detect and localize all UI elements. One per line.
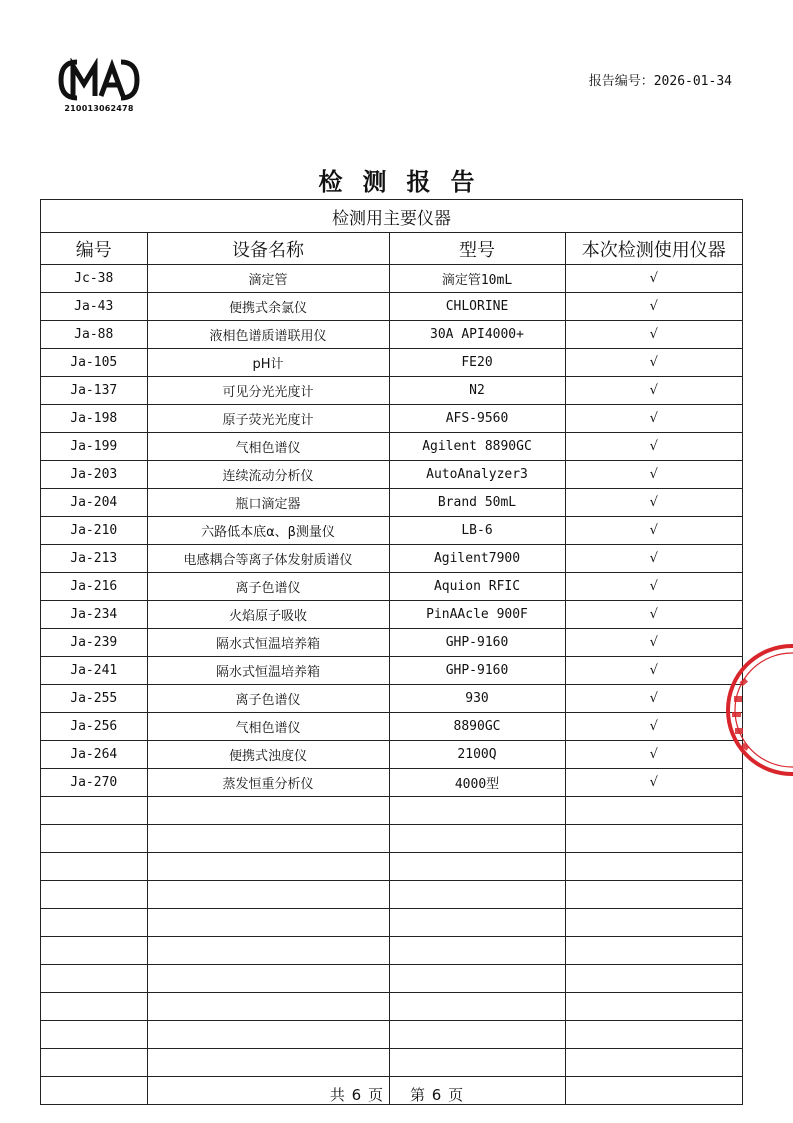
table-row — [41, 1049, 742, 1077]
cell-name: 便携式浊度仪 — [147, 741, 389, 769]
cell-code: Ja-203 — [41, 461, 147, 489]
cell-check: √ — [565, 741, 742, 769]
cell-check — [565, 1049, 742, 1077]
table-row — [41, 881, 742, 909]
cell-code — [41, 853, 147, 881]
table-row — [41, 321, 742, 349]
cell-name: 离子色谱仪 — [147, 573, 389, 601]
table-row — [41, 937, 742, 965]
cell-model: N2 — [389, 377, 565, 405]
cell-check — [565, 825, 742, 853]
table-row — [41, 573, 742, 601]
cell-model — [389, 993, 565, 1021]
cell-model — [389, 853, 565, 881]
cell-name: 隔水式恒温培养箱 — [147, 629, 389, 657]
cell-check: √ — [565, 713, 742, 741]
cell-code: Ja-199 — [41, 433, 147, 461]
table-row — [41, 769, 742, 797]
cell-code: Ja-241 — [41, 657, 147, 685]
cell-code — [41, 881, 147, 909]
cell-model: GHP-9160 — [389, 657, 565, 685]
table-row — [41, 349, 742, 377]
cell-name — [147, 1049, 389, 1077]
cell-code: Ja-239 — [41, 629, 147, 657]
cell-name — [147, 965, 389, 993]
table-row — [41, 461, 742, 489]
cell-model: LB-6 — [389, 517, 565, 545]
cell-code: Ja-210 — [41, 517, 147, 545]
cell-check: √ — [565, 293, 742, 321]
cma-logo — [57, 58, 141, 118]
cma-certificate-number: 210013062478 — [64, 104, 134, 113]
cell-code — [41, 993, 147, 1021]
cell-name: 滴定管 — [147, 265, 389, 293]
table-row — [41, 265, 742, 293]
table-header-row — [41, 233, 742, 265]
cell-model — [389, 1021, 565, 1049]
cell-model — [389, 1049, 565, 1077]
cell-code: Ja-270 — [41, 769, 147, 797]
cell-model — [389, 937, 565, 965]
table-row — [41, 741, 742, 769]
cell-model: Agilent 8890GC — [389, 433, 565, 461]
cell-code — [41, 1049, 147, 1077]
cell-model: Brand 50mL — [389, 489, 565, 517]
column-header-code: 编号 — [41, 233, 147, 265]
cell-name: 蒸发恒重分析仪 — [147, 769, 389, 797]
table-row — [41, 1021, 742, 1049]
cell-check — [565, 937, 742, 965]
cell-check — [565, 1021, 742, 1049]
cell-name: 六路低本底α、β测量仪 — [147, 517, 389, 545]
table-row — [41, 629, 742, 657]
cell-name — [147, 853, 389, 881]
table-row — [41, 377, 742, 405]
cell-check — [565, 881, 742, 909]
cell-model — [389, 797, 565, 825]
table-row — [41, 993, 742, 1021]
cell-check: √ — [565, 321, 742, 349]
cell-model: AutoAnalyzer3 — [389, 461, 565, 489]
column-header-used: 本次检测使用仪器 — [565, 233, 742, 265]
table-row — [41, 909, 742, 937]
cell-check: √ — [565, 685, 742, 713]
cell-check — [565, 965, 742, 993]
cell-name — [147, 993, 389, 1021]
cell-check: √ — [565, 769, 742, 797]
cell-check — [565, 993, 742, 1021]
cell-check: √ — [565, 601, 742, 629]
table-row — [41, 797, 742, 825]
cell-code: Jc-38 — [41, 265, 147, 293]
cell-check — [565, 797, 742, 825]
cell-check: √ — [565, 377, 742, 405]
table-row — [41, 965, 742, 993]
table-row — [41, 601, 742, 629]
cell-name: 便携式余氯仪 — [147, 293, 389, 321]
table-row — [41, 433, 742, 461]
cell-name: 气相色谱仪 — [147, 713, 389, 741]
table-row — [41, 517, 742, 545]
total-pages: 共 6 页 — [329, 1086, 383, 1104]
cell-name: 隔水式恒温培养箱 — [147, 657, 389, 685]
table-row — [41, 825, 742, 853]
cell-code: Ja-216 — [41, 573, 147, 601]
page-footer — [0, 1084, 793, 1105]
cell-check: √ — [565, 517, 742, 545]
cell-name: 原子荧光光度计 — [147, 405, 389, 433]
cell-model: Aquion RFIC — [389, 573, 565, 601]
cell-name: 气相色谱仪 — [147, 433, 389, 461]
cell-code — [41, 1021, 147, 1049]
table-body — [41, 265, 742, 1105]
cell-check: √ — [565, 349, 742, 377]
cell-code: Ja-137 — [41, 377, 147, 405]
instrument-table-frame — [40, 199, 743, 1105]
seal-stamp — [722, 640, 793, 780]
cell-code — [41, 797, 147, 825]
cell-code: Ja-43 — [41, 293, 147, 321]
cell-model: CHLORINE — [389, 293, 565, 321]
cell-code: Ja-255 — [41, 685, 147, 713]
table-row — [41, 545, 742, 573]
cell-check: √ — [565, 657, 742, 685]
cell-check: √ — [565, 573, 742, 601]
table-row — [41, 293, 742, 321]
cell-check: √ — [565, 461, 742, 489]
cell-model: 4000型 — [389, 769, 565, 797]
cell-code: Ja-204 — [41, 489, 147, 517]
cell-code: Ja-105 — [41, 349, 147, 377]
cell-model — [389, 881, 565, 909]
report-number-label: 报告编号： — [588, 74, 654, 89]
cell-model — [389, 909, 565, 937]
cell-code — [41, 825, 147, 853]
table-row — [41, 685, 742, 713]
report-number-value: 2026-01-34 — [653, 74, 732, 89]
cell-name: 液相色谱质谱联用仪 — [147, 321, 389, 349]
cell-name: 可见分光光度计 — [147, 377, 389, 405]
cell-name: 离子色谱仪 — [147, 685, 389, 713]
report-number — [589, 70, 732, 89]
cell-model — [389, 965, 565, 993]
cell-name: pH计 — [147, 349, 389, 377]
cma-logo-mark — [57, 58, 141, 104]
cell-name: 连续流动分析仪 — [147, 461, 389, 489]
instrument-table — [41, 200, 742, 1104]
cell-name — [147, 881, 389, 909]
cell-code — [41, 909, 147, 937]
cell-name — [147, 909, 389, 937]
table-row — [41, 853, 742, 881]
cell-model: PinAAcle 900F — [389, 601, 565, 629]
cell-model — [389, 825, 565, 853]
current-page: 第 6 页 — [410, 1086, 464, 1104]
cell-model: 8890GC — [389, 713, 565, 741]
cell-code: Ja-234 — [41, 601, 147, 629]
cell-code: Ja-256 — [41, 713, 147, 741]
cell-name — [147, 1021, 389, 1049]
cell-model: 30A API4000+ — [389, 321, 565, 349]
cell-name: 瓶口滴定器 — [147, 489, 389, 517]
table-row — [41, 489, 742, 517]
page-title: 检测报告 — [318, 168, 495, 196]
cell-name: 电感耦合等离子体发射质谱仪 — [147, 545, 389, 573]
cell-code — [41, 965, 147, 993]
cell-check: √ — [565, 265, 742, 293]
cell-name — [147, 825, 389, 853]
column-header-name: 设备名称 — [147, 233, 389, 265]
table-row — [41, 405, 742, 433]
cell-model: FE20 — [389, 349, 565, 377]
cell-check: √ — [565, 405, 742, 433]
table-section-title: 检测用主要仪器 — [41, 200, 742, 233]
table-row — [41, 657, 742, 685]
cell-check — [565, 909, 742, 937]
cell-model: Agilent7900 — [389, 545, 565, 573]
cell-code: Ja-88 — [41, 321, 147, 349]
column-header-model: 型号 — [389, 233, 565, 265]
cell-model: AFS-9560 — [389, 405, 565, 433]
cell-check: √ — [565, 433, 742, 461]
cell-code: Ja-213 — [41, 545, 147, 573]
cell-code: Ja-198 — [41, 405, 147, 433]
cell-model: GHP-9160 — [389, 629, 565, 657]
cell-name: 火焰原子吸收 — [147, 601, 389, 629]
cell-check — [565, 853, 742, 881]
table-row — [41, 713, 742, 741]
cell-model: 滴定管10mL — [389, 265, 565, 293]
cell-check: √ — [565, 629, 742, 657]
cell-model: 930 — [389, 685, 565, 713]
cell-name — [147, 797, 389, 825]
cell-model: 2100Q — [389, 741, 565, 769]
cell-check: √ — [565, 489, 742, 517]
cell-code: Ja-264 — [41, 741, 147, 769]
cell-name — [147, 937, 389, 965]
cell-check: √ — [565, 545, 742, 573]
official-seal — [722, 640, 793, 780]
cell-code — [41, 937, 147, 965]
